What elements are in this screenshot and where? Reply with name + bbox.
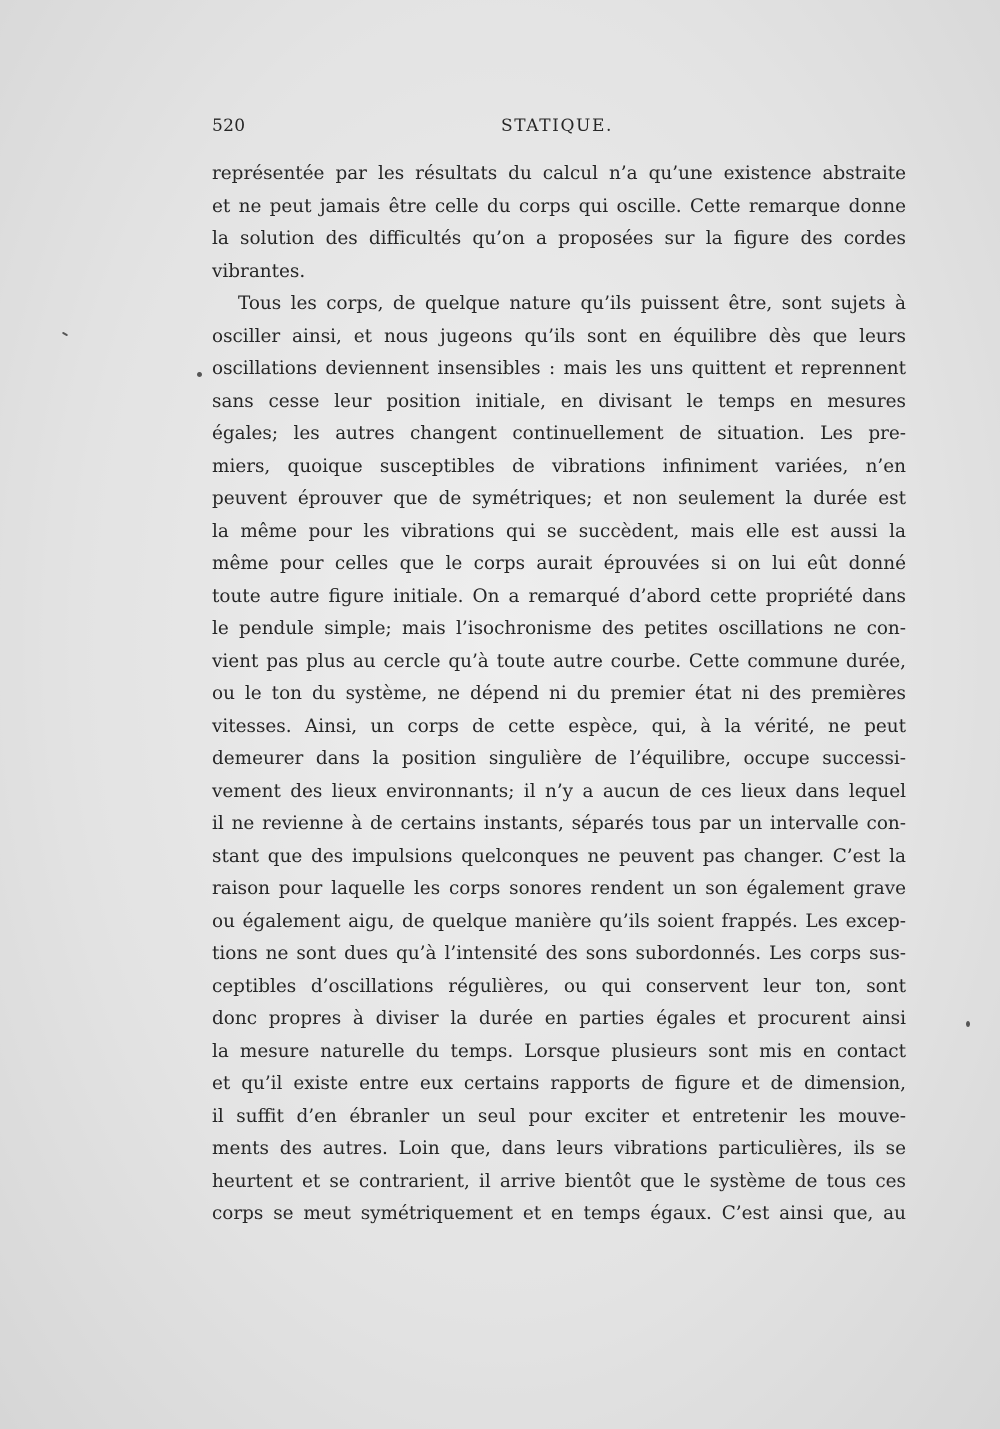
text-line: il suffit d’en ébranler un seul pour exciter et entretenir les mouve- [212,1105,906,1127]
text-line: la mesure naturelle du temps. Lorsque plusieurs sont mis en contact [212,1040,906,1062]
text-line: il ne revienne à de certains instants, séparés tous par un intervalle con- [212,813,906,834]
text-line: corps se meut symétriquement et en temps égaux. C’est ainsi que, au [212,1203,906,1224]
text-line: même pour celles que le corps aurait éprouvées si on lui eût donné [212,553,906,574]
text-line: osciller ainsi, et nous jugeons qu’ils sont en équilibre dès que leurs [212,325,906,347]
text-line: ou également aigu, de quelque manière qu’ils soient frappés. Les excep- [212,910,906,932]
text-line: ments des autres. Loin que, dans leurs vibrations particulières, ils se [212,1138,906,1159]
text-line: raison pour laquelle les corps sonores rendent un son également grave [212,878,906,899]
scan-speck [197,372,202,377]
text-line: et qu’il existe entre eux certains rapports de figure et de dimension, [212,1073,906,1094]
text-line: demeurer dans la position singulière de l’équilibre, occupe successi- [212,748,906,769]
text-line: miers, quoique susceptibles de vibrations infiniment variées, n’en [212,455,906,477]
scan-speck [62,332,68,337]
text-line: oscillations deviennent insensibles : mais les uns quittent et reprennent [212,358,906,379]
page-header [212,116,902,140]
text-line: égales; les autres changent continuellement de situation. Les pre- [212,423,906,444]
page-number: 520 [212,116,246,136]
text-line: Tous les corps, de quelque nature qu’ils puissent être, sont sujets à [238,293,906,314]
text-line: la même pour les vibrations qui se succèdent, mais elle est aussi la [212,520,906,542]
text-line: ou le ton du système, ne dépend ni du premier état ni des premières [212,683,906,704]
text-line: vibrantes. [212,260,306,282]
text-line: et ne peut jamais être celle du corps qui oscille. Cette remarque donne [212,195,906,217]
text-line: représentée par les résultats du calcul n’a qu’une existence abstraite [212,163,906,184]
text-line: peuvent éprouver que de symétriques; et non seulement la durée est [212,488,906,509]
text-line: ceptibles d’oscillations régulières, ou qui conservent leur ton, sont [212,975,906,997]
text-line: vient pas plus au cercle qu’à toute autre courbe. Cette commune durée, [212,650,906,672]
text-line: donc propres à diviser la durée en parties égales et procurent ainsi [212,1008,906,1029]
text-line: la solution des difficultés qu’on a proposées sur la figure des cordes [212,228,906,249]
body-text [212,158,906,1231]
text-line: sans cesse leur position initiale, en divisant le temps en mesures [212,390,906,412]
text-line: vitesses. Ainsi, un corps de cette espèce, qui, à la vérité, ne peut [212,715,906,737]
text-line: vement des lieux environnants; il n’y a aucun de ces lieux dans lequel [212,780,906,802]
scan-speck [966,1021,970,1027]
text-line: stant que des impulsions quelconques ne peuvent pas changer. C’est la [212,845,906,867]
text-line: tions ne sont dues qu’à l’intensité des sons subordonnés. Les corps sus- [212,943,906,964]
text-line: heurtent et se contrarient, il arrive bientôt que le système de tous ces [212,1170,906,1192]
text-line: le pendule simple; mais l’isochronisme des petites oscillations ne con- [212,618,906,639]
running-head: STATIQUE. [501,116,613,136]
text-line: toute autre figure initiale. On a remarqué d’abord cette propriété dans [212,585,906,607]
